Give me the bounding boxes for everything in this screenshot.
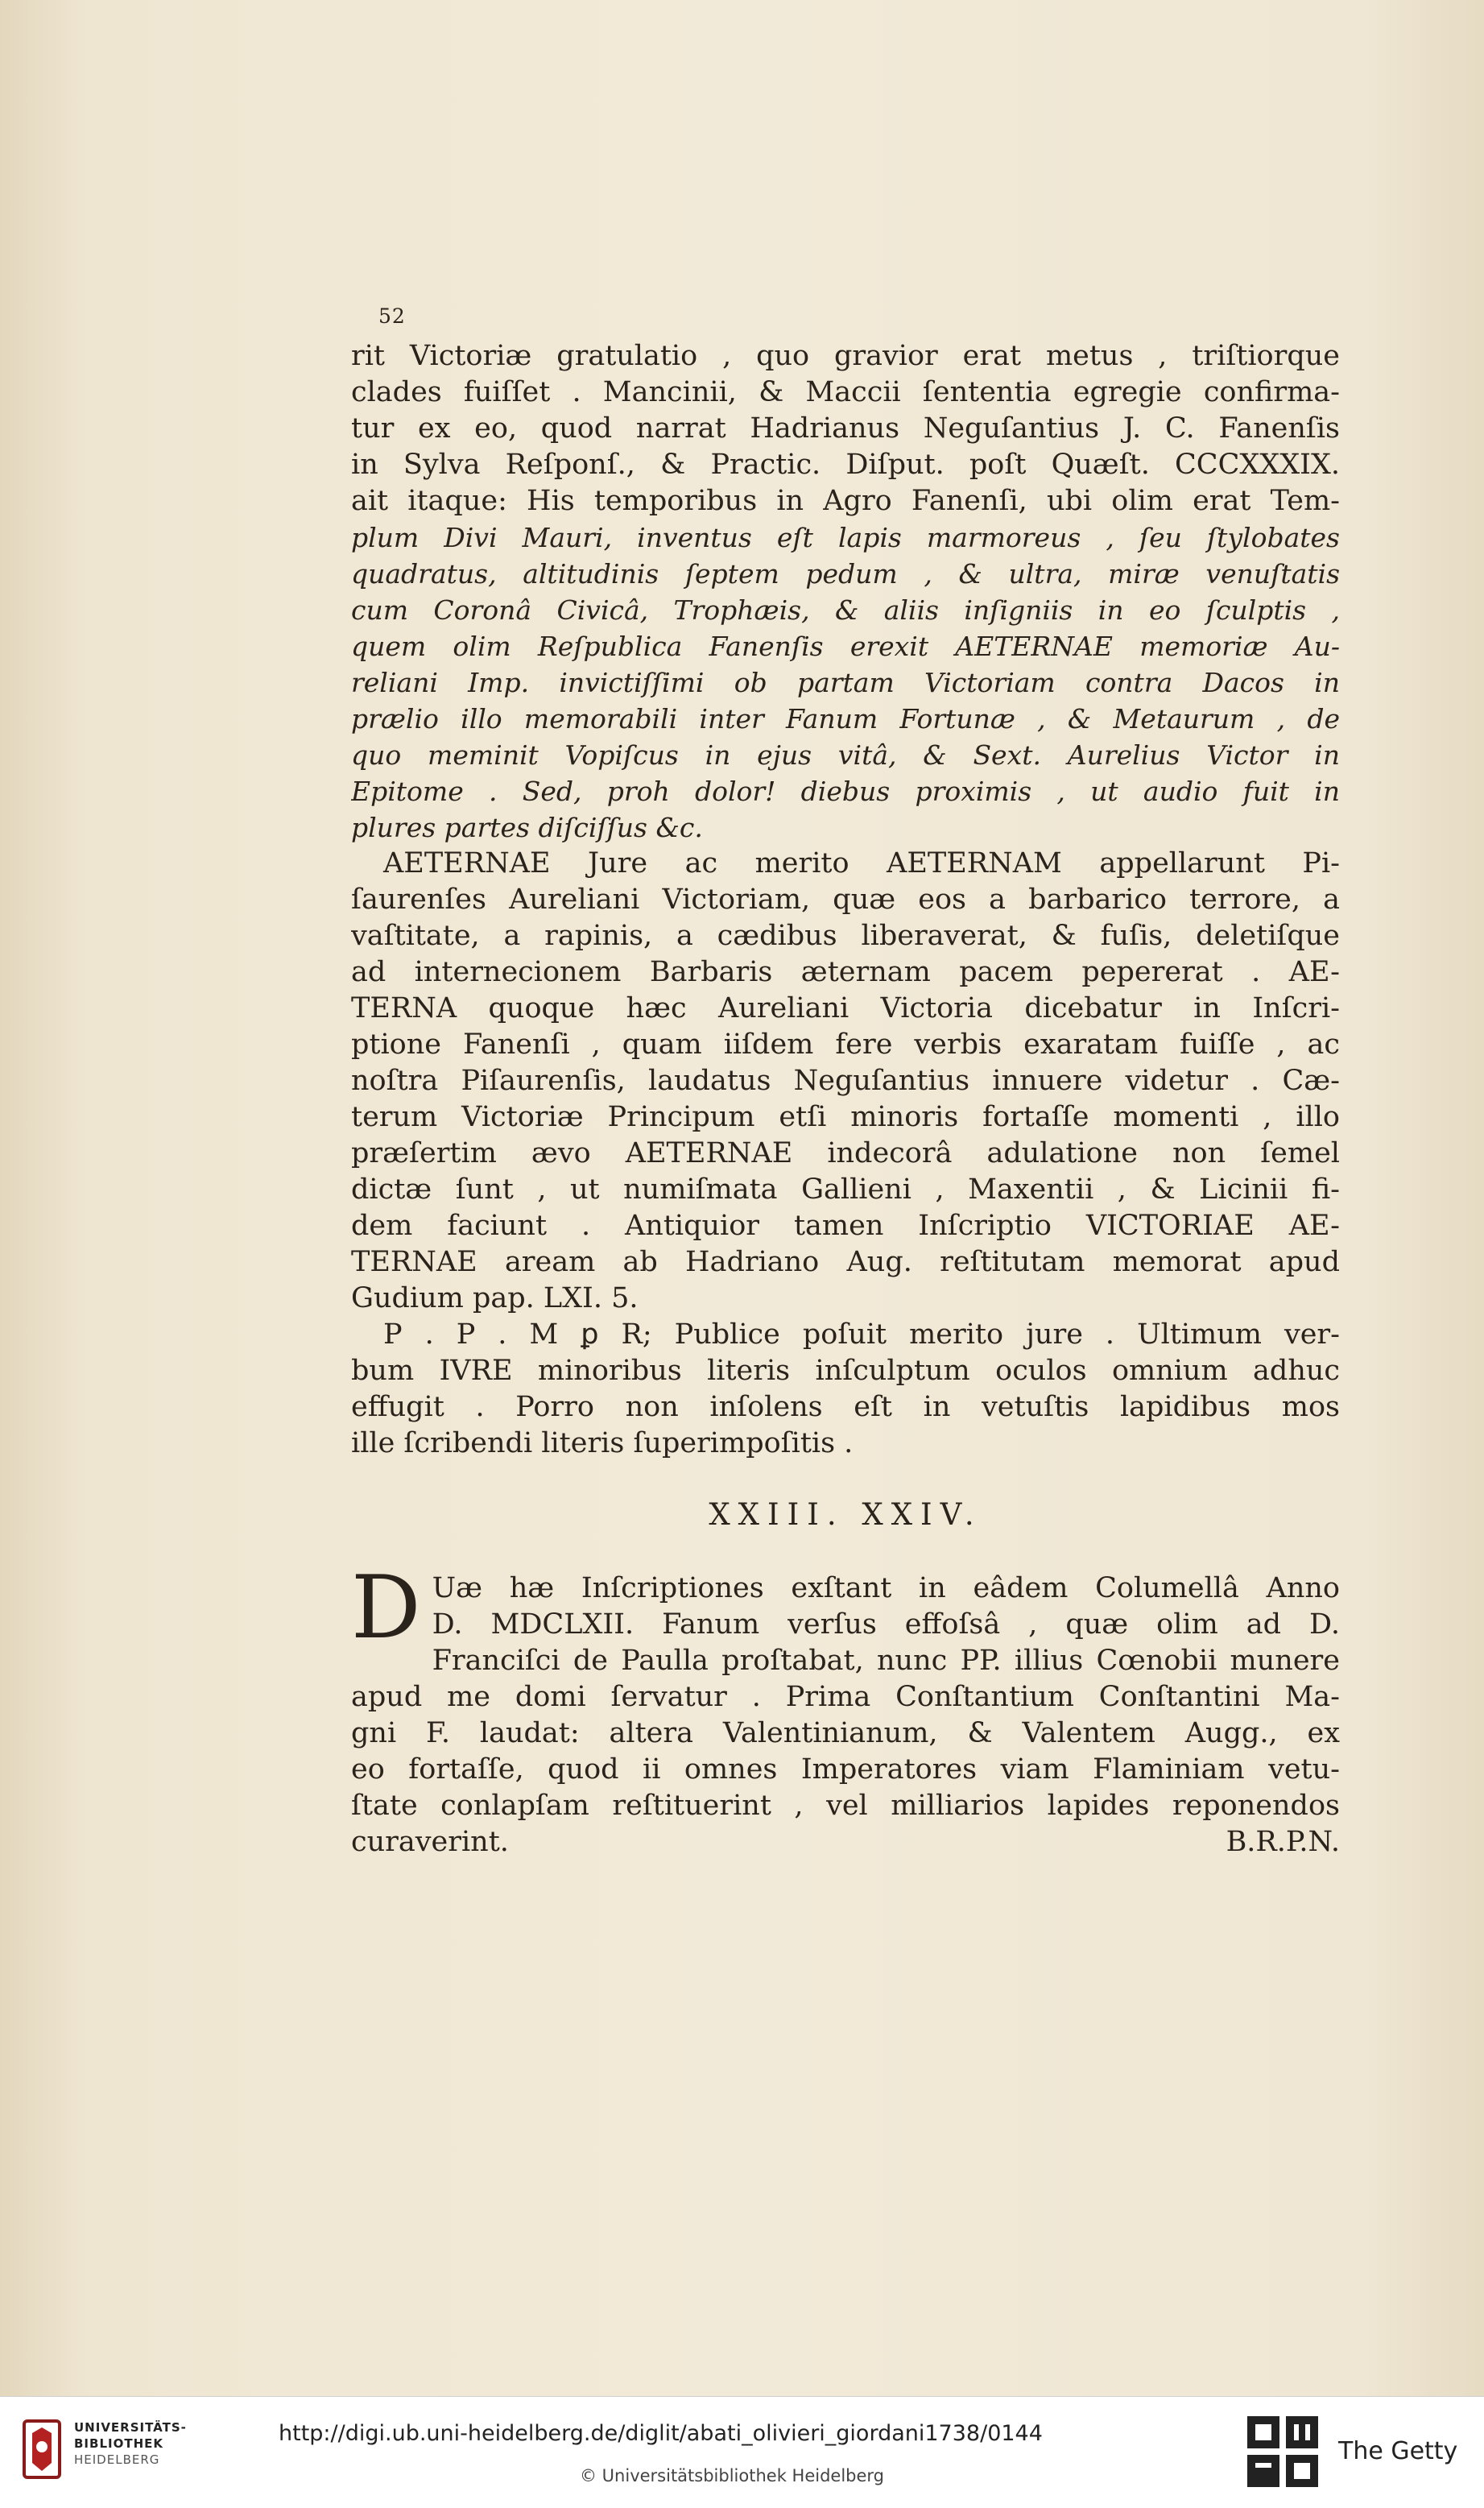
second-text-block (351, 1558, 1340, 1860)
library-name-line-1: UNIVERSITÄTS- (74, 2420, 187, 2435)
getty-logo-icon[interactable] (1244, 2413, 1321, 2490)
text-line: Franciſci de Paulla proſtabat, nunc PP. illius Cœnobii munere (432, 1645, 1340, 1677)
library-name-line-3: HEIDELBERG (74, 2452, 160, 2467)
section-heading: XXIII. XXIV. (709, 1497, 982, 1532)
text-line: terum Victoriæ Principum etſi minoris fortaſſe momenti , illo (351, 1101, 1340, 1133)
library-name (74, 2419, 187, 2468)
text-line: quem olim Reſpublica Fanenſis erexit AETERNAE memoriæ Au- (351, 631, 1340, 662)
text-line: TERNAE aream ab Hadriano Aug. reſtitutam memorat apud (351, 1246, 1340, 1278)
library-name-line-2: BIBLIOTHEK (74, 2436, 163, 2451)
text-line: clades fuiſſet . Mancinii, & Maccii ſententia egregie confirma- (351, 376, 1340, 408)
text-line: dictæ ſunt , ut numiſmata Gallieni , Maxentii , & Licinii fi- (351, 1173, 1340, 1206)
text-line: D. MDCLXII. Fanum verſus effoſsâ , quæ olim ad D. (432, 1608, 1340, 1641)
text-line: tur ex eo, quod narrat Hadrianus Neguſantius J. C. Fanenſis (351, 412, 1340, 445)
page-number: 52 (378, 304, 406, 328)
text-line: AETERNAE Jure ac merito AETERNAM appellarunt Pi- (383, 847, 1340, 879)
text-line: Gudium pap. LXI. 5. (351, 1282, 639, 1314)
text-line: ait itaque: His temporibus in Agro Fanenſi, ubi olim erat Tem- (351, 485, 1340, 517)
text-line: ad internecionem Barbaris æternam pacem pepererat . AE- (351, 956, 1340, 988)
text-line: bum IVRE minoribus literis inſculptum oculos omnium adhuc (351, 1355, 1340, 1387)
text-line: in Sylva Reſponſ., & Practic. Diſput. poſt Quæſt. CCCXXXIX. (351, 449, 1340, 481)
text-line: eo fortaſſe, quod ii omnes Imperatores viam Flaminiam vetu- (351, 1753, 1340, 1786)
heidelberg-seal-icon[interactable] (18, 2413, 66, 2485)
text-line: Uæ hæ Inſcriptiones exſtant in eâdem Columellâ Anno (432, 1572, 1340, 1604)
text-line: prælio illo memorabili inter Fanum Fortunæ , & Metaurum , de (351, 703, 1340, 735)
text-line: quadratus, altitudinis ſeptem pedum , & ultra, miræ venuſtatis (351, 558, 1340, 590)
text-line: curaverint. B.R.P.N. (351, 1826, 1340, 1858)
text-line: vaſtitate, a rapinis, a cædibus liberaverat, & fuſis, deletiſque (351, 920, 1340, 952)
text-line: P . P . M ꝑ R; Publice poſuit merito jure . Ultimum ver- (383, 1318, 1340, 1351)
permalink-url[interactable]: http://digi.ub.uni-heidelberg.de/diglit/abati_olivieri_giordani1738/0144 (279, 2421, 1043, 2446)
second-text-lines (351, 1558, 1340, 1860)
text-line: plum Divi Mauri, inventus eſt lapis marmoreus , ſeu ſtylobates (351, 522, 1340, 553)
text-line: Epitome . Sed, proh dolor! diebus proximis , ut audio fuit in (351, 776, 1340, 807)
text-line: rit Victoriæ gratulatio , quo gravior erat metus , triſtiorque (351, 340, 1340, 372)
drop-cap: D (351, 1558, 421, 1658)
text-line: dem faciunt . Antiquior tamen Inſcriptio VICTORIAE AE- (351, 1210, 1340, 1242)
text-line: præſertim ævo AETERNAE indecorâ adulatione non ſemel (351, 1137, 1340, 1169)
text-line: ſtate conlapſam reſtituerint , vel milliarios lapides reponendos (351, 1790, 1340, 1822)
text-line: reliani Imp. invictiſſimi ob partam Victoriam contra Dacos in (351, 667, 1340, 698)
text-line: TERNA quoque hæc Aureliani Victoria dicebatur in Inſcri- (351, 992, 1340, 1024)
text-line: ptione Fanenſi , quam iiſdem fere verbis exaratam fuiſſe , ac (351, 1028, 1340, 1061)
text-line: gni F. laudat: altera Valentinianum, & Valentem Augg., ex (351, 1717, 1340, 1749)
text-line: cum Coronâ Civicâ, Trophæis, & aliis inſigniis in eo ſculptis , (351, 594, 1340, 626)
viewer-footer (0, 2396, 1484, 2508)
text-line: ille ſcribendi literis ſuperimpoſitis . (351, 1427, 854, 1459)
copyright-notice: © Universitätsbibliothek Heidelberg (580, 2466, 885, 2485)
partner-name: The Getty (1338, 2437, 1458, 2465)
text-line: quo meminit Vopiſcus in ejus vitâ, & Sext. Aurelius Victor in (351, 739, 1340, 771)
main-text-block (351, 338, 1340, 1462)
text-line: noſtra Piſaurenſis, laudatus Neguſantius innuere videtur . Cæ- (351, 1065, 1340, 1097)
text-line: ſaurenſes Aureliani Victoriam, quæ eos a barbarico terrore, a (351, 884, 1340, 916)
text-line: effugit . Porro non inſolens eſt in vetuſtis lapidibus mos (351, 1391, 1340, 1423)
text-line: apud me domi ſervatur . Prima Conſtantium Conſtantini Ma- (351, 1681, 1340, 1713)
text-line: plures partes diſciſſus &c. (351, 812, 703, 843)
